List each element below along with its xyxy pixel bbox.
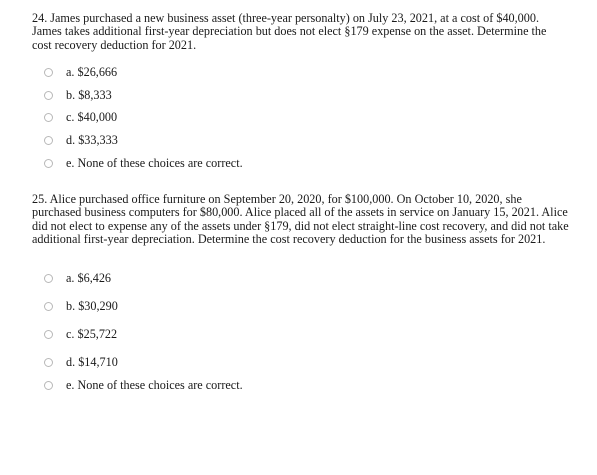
option-label: c. $40,000 [66,109,118,124]
option-e[interactable] [44,378,243,392]
option-label: c. $25,722 [66,326,118,341]
option-c[interactable] [44,327,117,341]
option-a[interactable] [44,271,111,285]
radio-button[interactable] [44,358,53,367]
option-c[interactable] [44,110,117,124]
option-e[interactable] [44,156,243,170]
radio-button[interactable] [44,113,53,122]
option-label: b. $8,333 [66,87,112,102]
option-label: d. $14,710 [66,354,118,369]
option-label: e. None of these choices are correct. [66,155,243,170]
option-b[interactable] [44,299,118,313]
radio-button[interactable] [44,381,53,390]
radio-button[interactable] [44,274,53,283]
question-text: 24. James purchased a new business asset (three-year personalty) on July 23, 2021, at a cost of $40,000. James takes additional first-year depreciation but does not elect §179 expense on the asset. Determine the cost recovery deduction for 2021. [32,11,547,52]
option-label: d. $33,333 [66,132,118,147]
radio-button[interactable] [44,159,53,168]
option-label: b. $30,290 [66,298,118,313]
radio-button[interactable] [44,91,53,100]
radio-button[interactable] [44,302,53,311]
radio-button[interactable] [44,330,53,339]
option-d[interactable] [44,133,118,147]
option-label: a. $6,426 [66,270,112,285]
option-label: e. None of these choices are correct. [66,377,243,392]
radio-button[interactable] [44,136,53,145]
question-text: 25. Alice purchased office furniture on September 20, 2020, for $100,000. On October 10, 2020, she purchased business computers for $80,000. Alice placed all of the assets in service on January 15, 2021. Alice did not elect to expense any of the assets under §179, did not elect straight-line cost recovery, and did not take additional first-year depreciation. Determine the cost recovery deduction for the business assets for 2021. [32,192,569,247]
option-b[interactable] [44,88,112,102]
radio-button[interactable] [44,68,53,77]
option-label: a. $26,666 [66,64,118,79]
option-a[interactable] [44,65,117,79]
option-d[interactable] [44,355,118,369]
